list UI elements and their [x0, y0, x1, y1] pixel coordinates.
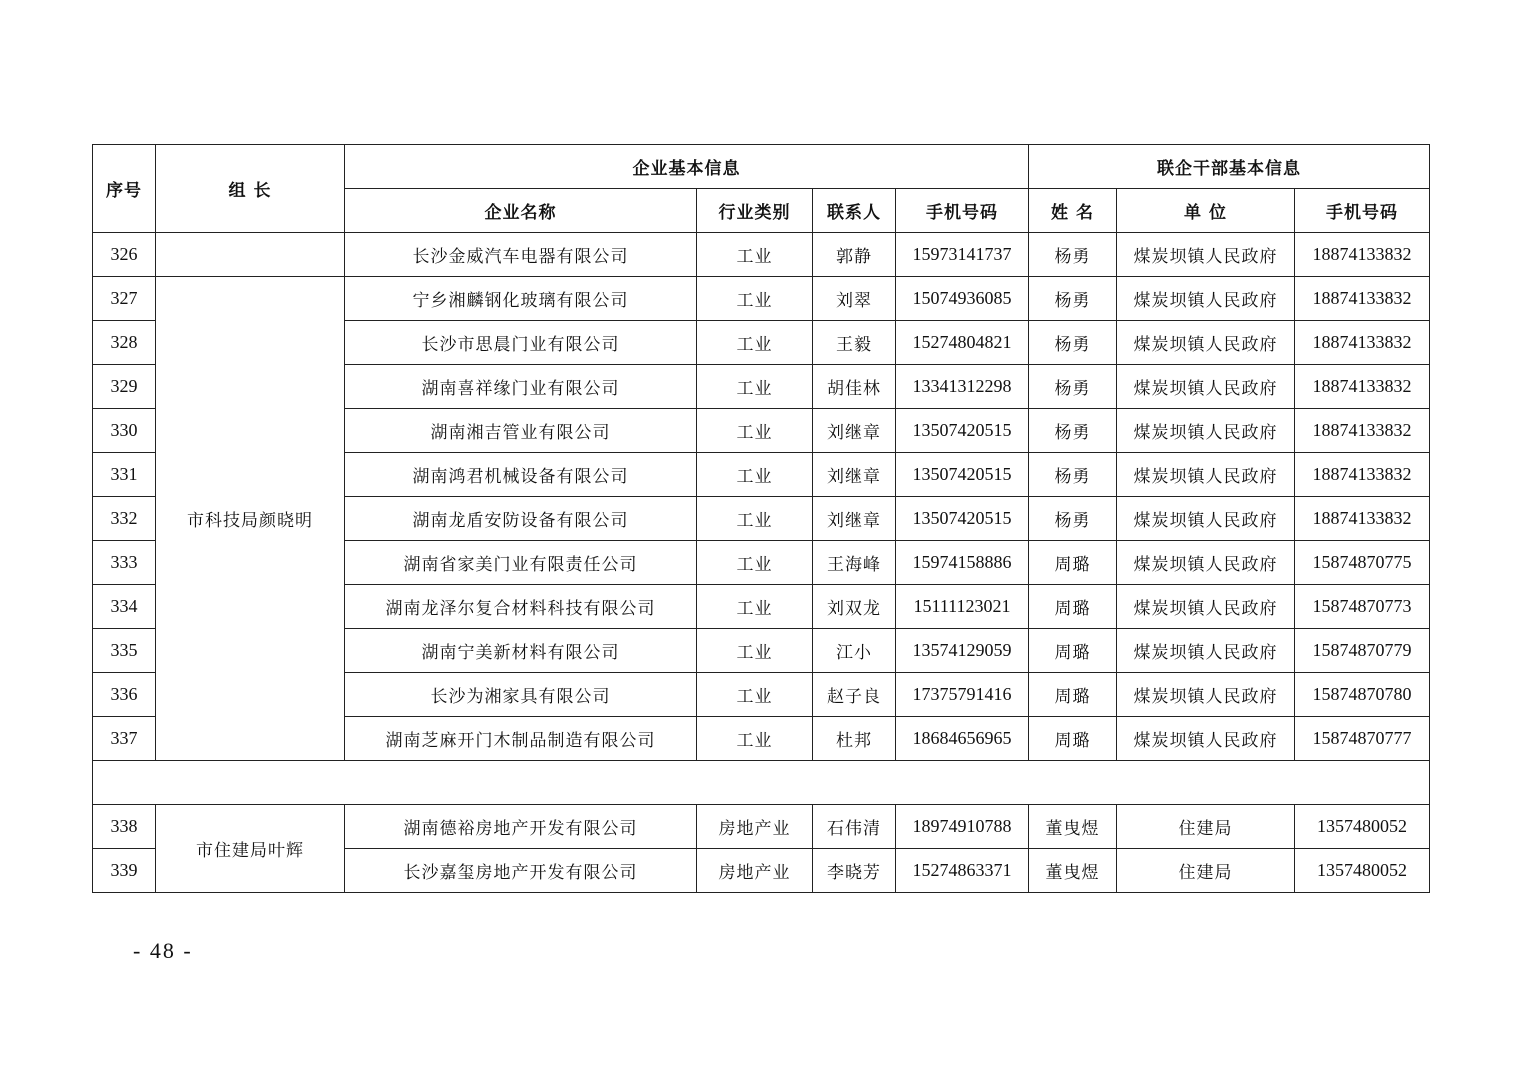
header-seq: 序号 [93, 145, 156, 233]
header-leader: 组 长 [156, 145, 345, 233]
table-body [93, 233, 1430, 893]
cell-cadre-name: 周璐 [1029, 585, 1117, 629]
cell-cadre-unit: 煤炭坝镇人民政府 [1117, 717, 1295, 761]
cell-seq: 329 [93, 365, 156, 409]
cell-cadre-unit: 煤炭坝镇人民政府 [1117, 365, 1295, 409]
cell-company: 长沙市思晨门业有限公司 [345, 321, 697, 365]
cell-company: 湖南喜祥缘门业有限公司 [345, 365, 697, 409]
cell-contact: 江小 [813, 629, 896, 673]
cell-cadre-unit: 住建局 [1117, 849, 1295, 893]
cell-cadre-phone: 18874133832 [1295, 497, 1430, 541]
cell-company: 长沙金威汽车电器有限公司 [345, 233, 697, 277]
cell-company: 湖南芝麻开门木制品制造有限公司 [345, 717, 697, 761]
cell-cadre-phone: 18874133832 [1295, 409, 1430, 453]
cell-industry: 工业 [697, 717, 813, 761]
table-row [93, 805, 1430, 849]
cell-industry: 工业 [697, 365, 813, 409]
cell-cadre-phone: 1357480052 [1295, 849, 1430, 893]
cell-contact: 石伟清 [813, 805, 896, 849]
cell-cadre-unit: 煤炭坝镇人民政府 [1117, 233, 1295, 277]
cell-contact: 胡佳林 [813, 365, 896, 409]
cell-company: 湖南鸿君机械设备有限公司 [345, 453, 697, 497]
cell-cadre-phone: 18874133832 [1295, 453, 1430, 497]
table-row [93, 277, 1430, 321]
cell-contact: 刘继章 [813, 409, 896, 453]
cell-contact: 李晓芳 [813, 849, 896, 893]
cell-seq: 332 [93, 497, 156, 541]
enterprise-liaison-table [92, 144, 1430, 893]
header-cadre-unit: 单 位 [1117, 189, 1295, 233]
cell-seq: 337 [93, 717, 156, 761]
cell-cadre-name: 周璐 [1029, 717, 1117, 761]
cell-phone: 15274863371 [896, 849, 1029, 893]
cell-company: 湖南宁美新材料有限公司 [345, 629, 697, 673]
table-row [93, 233, 1430, 277]
cell-cadre-name: 杨勇 [1029, 409, 1117, 453]
cell-company: 湖南湘吉管业有限公司 [345, 409, 697, 453]
cell-company: 长沙为湘家具有限公司 [345, 673, 697, 717]
cell-contact: 刘双龙 [813, 585, 896, 629]
cell-cadre-name: 杨勇 [1029, 277, 1117, 321]
cell-cadre-name: 周璐 [1029, 541, 1117, 585]
cell-leader [156, 233, 345, 277]
cell-cadre-phone: 1357480052 [1295, 805, 1430, 849]
cell-cadre-name: 杨勇 [1029, 453, 1117, 497]
cell-phone: 13574129059 [896, 629, 1029, 673]
cell-cadre-phone: 18874133832 [1295, 277, 1430, 321]
cell-industry: 工业 [697, 541, 813, 585]
cell-company: 湖南省家美门业有限责任公司 [345, 541, 697, 585]
cell-contact: 王毅 [813, 321, 896, 365]
cell-cadre-unit: 煤炭坝镇人民政府 [1117, 629, 1295, 673]
cell-cadre-unit: 煤炭坝镇人民政府 [1117, 409, 1295, 453]
cell-cadre-name: 杨勇 [1029, 233, 1117, 277]
cell-industry: 工业 [697, 585, 813, 629]
cell-cadre-name: 杨勇 [1029, 365, 1117, 409]
cell-seq: 328 [93, 321, 156, 365]
cell-cadre-name: 杨勇 [1029, 321, 1117, 365]
cell-cadre-name: 董曳煜 [1029, 849, 1117, 893]
cell-phone: 15973141737 [896, 233, 1029, 277]
cell-industry: 工业 [697, 409, 813, 453]
cell-phone: 17375791416 [896, 673, 1029, 717]
cell-seq: 327 [93, 277, 156, 321]
cell-cadre-unit: 煤炭坝镇人民政府 [1117, 585, 1295, 629]
cell-seq: 338 [93, 805, 156, 849]
cell-phone: 15074936085 [896, 277, 1029, 321]
cell-contact: 王海峰 [813, 541, 896, 585]
cell-company: 湖南龙盾安防设备有限公司 [345, 497, 697, 541]
table-header [93, 145, 1430, 233]
cell-seq: 331 [93, 453, 156, 497]
cell-industry: 工业 [697, 497, 813, 541]
cell-company: 湖南龙泽尔复合材料科技有限公司 [345, 585, 697, 629]
cell-leader: 市科技局颜晓明 [156, 277, 345, 761]
header-cadre-phone: 手机号码 [1295, 189, 1430, 233]
header-enterprise-name: 企业名称 [345, 189, 697, 233]
cell-industry: 工业 [697, 453, 813, 497]
cell-contact: 刘翠 [813, 277, 896, 321]
cell-industry: 房地产业 [697, 849, 813, 893]
cell-cadre-unit: 煤炭坝镇人民政府 [1117, 497, 1295, 541]
cell-contact: 刘继章 [813, 453, 896, 497]
cell-company: 长沙嘉玺房地产开发有限公司 [345, 849, 697, 893]
cell-cadre-unit: 煤炭坝镇人民政府 [1117, 321, 1295, 365]
header-row-1 [93, 145, 1430, 189]
cell-cadre-unit: 煤炭坝镇人民政府 [1117, 541, 1295, 585]
cell-cadre-name: 董曳煜 [1029, 805, 1117, 849]
header-cadre-name: 姓 名 [1029, 189, 1117, 233]
cell-cadre-name: 周璐 [1029, 629, 1117, 673]
cell-cadre-name: 周璐 [1029, 673, 1117, 717]
cell-industry: 工业 [697, 629, 813, 673]
cell-company: 宁乡湘麟钢化玻璃有限公司 [345, 277, 697, 321]
cell-seq: 334 [93, 585, 156, 629]
cell-phone: 15111123021 [896, 585, 1029, 629]
cell-phone: 13507420515 [896, 497, 1029, 541]
cell-contact: 赵子良 [813, 673, 896, 717]
cell-seq: 333 [93, 541, 156, 585]
cell-industry: 工业 [697, 277, 813, 321]
cell-cadre-phone: 18874133832 [1295, 233, 1430, 277]
cell-industry: 工业 [697, 233, 813, 277]
cell-seq: 330 [93, 409, 156, 453]
cell-cadre-phone: 15874870773 [1295, 585, 1430, 629]
cell-cadre-unit: 煤炭坝镇人民政府 [1117, 277, 1295, 321]
cell-cadre-name: 杨勇 [1029, 497, 1117, 541]
header-contact: 联系人 [813, 189, 896, 233]
cell-contact: 杜邦 [813, 717, 896, 761]
cell-phone: 15974158886 [896, 541, 1029, 585]
cell-seq: 336 [93, 673, 156, 717]
header-enterprise-group: 企业基本信息 [345, 145, 1029, 189]
cell-seq: 326 [93, 233, 156, 277]
spacer-row [93, 761, 1430, 805]
header-cadre-group: 联企干部基本信息 [1029, 145, 1430, 189]
cell-seq: 335 [93, 629, 156, 673]
spacer-cell [93, 761, 1430, 805]
cell-seq: 339 [93, 849, 156, 893]
cell-cadre-phone: 18874133832 [1295, 365, 1430, 409]
cell-cadre-phone: 15874870779 [1295, 629, 1430, 673]
cell-cadre-unit: 住建局 [1117, 805, 1295, 849]
cell-phone: 15274804821 [896, 321, 1029, 365]
cell-phone: 18684656965 [896, 717, 1029, 761]
cell-company: 湖南德裕房地产开发有限公司 [345, 805, 697, 849]
cell-phone: 13507420515 [896, 409, 1029, 453]
cell-cadre-phone: 15874870780 [1295, 673, 1430, 717]
cell-contact: 郭静 [813, 233, 896, 277]
header-phone: 手机号码 [896, 189, 1029, 233]
cell-phone: 18974910788 [896, 805, 1029, 849]
cell-contact: 刘继章 [813, 497, 896, 541]
cell-cadre-phone: 18874133832 [1295, 321, 1430, 365]
cell-cadre-phone: 15874870777 [1295, 717, 1430, 761]
cell-cadre-unit: 煤炭坝镇人民政府 [1117, 453, 1295, 497]
cell-phone: 13507420515 [896, 453, 1029, 497]
page-number: - 48 - [133, 938, 193, 963]
cell-cadre-unit: 煤炭坝镇人民政府 [1117, 673, 1295, 717]
cell-industry: 房地产业 [697, 805, 813, 849]
cell-industry: 工业 [697, 673, 813, 717]
cell-leader: 市住建局叶辉 [156, 805, 345, 893]
header-industry: 行业类别 [697, 189, 813, 233]
cell-phone: 13341312298 [896, 365, 1029, 409]
cell-cadre-phone: 15874870775 [1295, 541, 1430, 585]
cell-industry: 工业 [697, 321, 813, 365]
